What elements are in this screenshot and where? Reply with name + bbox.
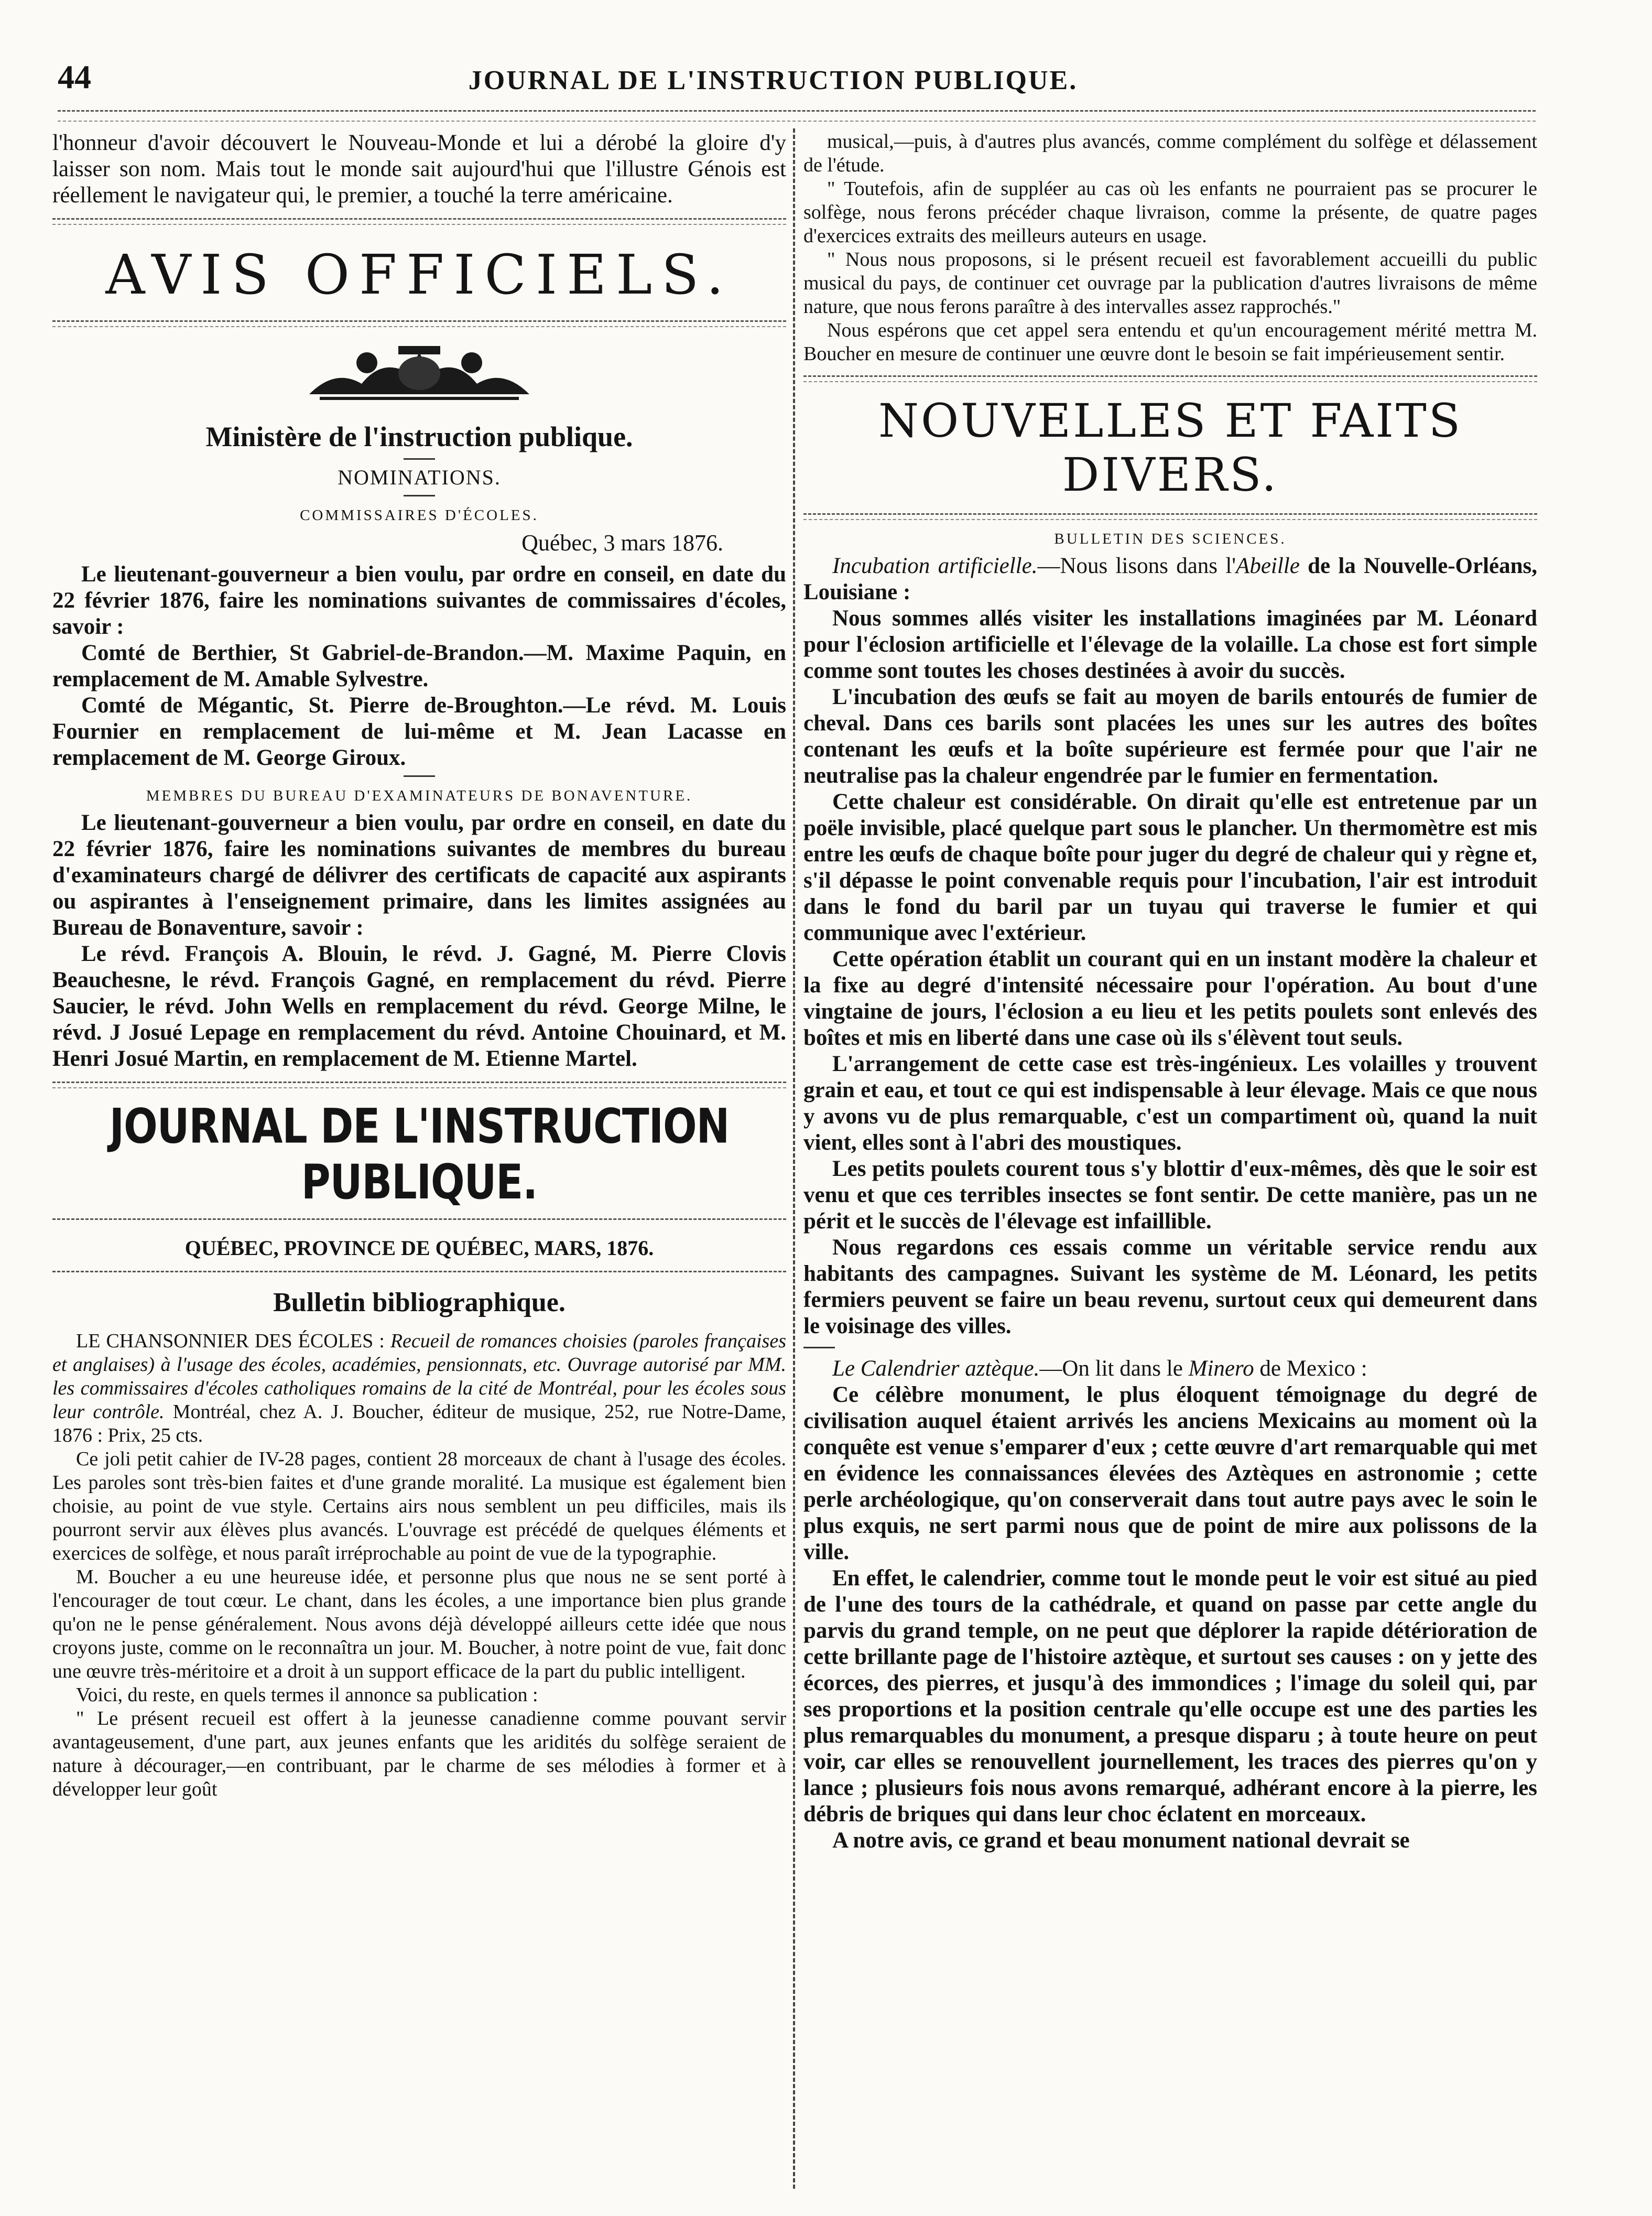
paragraph: L'arrangement de cette case est très-ingénieux. Les volailles y trouvent grain et eau, et tout ce qui est indispensable à leur élevage. Mais ce que nous y avons vu de plus remarquable, c'est un compartiment où, quand la nuit vient, elles sont à l'abri des moustiques. xyxy=(803,1052,1537,1155)
avis-officiels-title: AVIS OFFICIELS. xyxy=(105,243,733,307)
book-description: Recueil de romances choisies (paroles françaises et anglaises) à l'usage des écoles, académies, pensionnats, etc. Ouvrage autorisé par MM. les commissaires d'écoles catholiques romains de la cité de Montréal, pour les écoles sous leur contrôle. xyxy=(52,1330,786,1423)
book-title: LE CHANSONNIER DES ÉCOLES : xyxy=(76,1330,390,1352)
intro-text: —Nous lisons dans l' xyxy=(1037,554,1236,578)
paragraph: Comté de Berthier, St Gabriel-de-Brandon.—M. Maxime Paquin, en remplacement de M. Amable Sylvestre. xyxy=(52,641,786,691)
membres-heading: MEMBRES DU BUREAU D'EXAMINATEURS DE BONAVENTURE. xyxy=(146,787,693,804)
paragraph: Cette chaleur est considérable. On dirait qu'elle est entretenue par un poële invisible, placé quelque part sous le plancher. Un thermomètre est mis entre les œufs de chaque boîte pour juger du degré de chaleur qui y règne et, s'il dépasse le point convenable requis pour l'incubation, l'air est introduit dans le fond du baril par un tuyau qui traverse le fumier et qui communique avec l'extérieur. xyxy=(803,790,1537,945)
dateline: Québec, 3 mars 1876. xyxy=(521,530,723,556)
bulletin-bibliographique-title: Bulletin bibliographique. xyxy=(273,1288,566,1317)
intro-paragraph: l'honneur d'avoir découvert le Nouveau-Monde et lui a dérobé la gloire d'y laisser son nom. Mais tout le monde sait aujourd'hui que l'illustre Génois est réellement le navigateur qui, le premier, a touché la terre américaine. xyxy=(52,131,786,208)
header-rule-secondary xyxy=(58,121,1536,122)
ministry-heading: Ministère de l'instruction publique. xyxy=(205,421,633,452)
source-name: Minero xyxy=(1188,1356,1254,1381)
paragraph: En effet, le calendrier, comme tout le monde peut le voir est situé au pied de l'une des tours de la cathédrale, et quand on passe par cette angle du parvis du grand temple, on ne peut que déplorer la rapide détérioration de cette brillante page de l'histoire aztèque, et surtout ses causes : on y jette des écorces, des pierres, et jusqu'à des immondices ; l'image du soleil qui, par ses proportions et la position centrale qu'elle occupe est une des parties les plus remarquables du monument, a presque disparu ; à toute heure on peut voir, car elles se renouvellent journellement, les traces des pierres qu'on y lance ; plusieurs fois nous avons remarqué, adhérant encore à la pierre, les débris de briques qui dans leur choc éclatent en morceaux. xyxy=(803,1566,1537,1826)
incubation-body xyxy=(803,606,1537,1339)
article-label: Le Calendrier aztèque. xyxy=(832,1356,1040,1381)
section-rule xyxy=(52,1218,786,1220)
section-rule xyxy=(52,320,786,327)
paragraph: M. Boucher a eu une heureuse idée, et personne plus que nous ne se sent porté à l'encourager de tout cœur. Le chant, dans les écoles, a une importance bien plus grande qu'on ne le pense généralement. Nous avons déjà développé ailleurs cette idée que nous croyons juste, comme on le reconnaîtra un jour. M. Boucher, à notre point de vue, fait donc une œuvre très-méritoire et a droit à un support efficace de la part du public intelligent. xyxy=(52,1566,786,1682)
page-number: 44 xyxy=(58,58,91,95)
section-rule xyxy=(52,1271,786,1272)
right-column xyxy=(803,130,1537,1854)
short-rule xyxy=(404,458,435,460)
paragraph: A notre avis, ce grand et beau monument national devrait se xyxy=(832,1828,1410,1853)
nominations-text xyxy=(52,561,786,771)
short-rule xyxy=(803,1347,835,1348)
intro-text: de la Nouvelle-Orléans, Louisiane : xyxy=(803,554,1537,604)
paragraph: L'incubation des œufs se fait au moyen de barils entourés de fumier de cheval. Dans ces barils sont placées les unes sur les autres des boîtes contenant les œufs et la boîte supérieure est fermée pour que l'air ne neutralise pas la chaleur engendrée par le fumier en fermentation. xyxy=(803,685,1537,788)
page-header xyxy=(58,58,1488,105)
section-rule xyxy=(803,513,1537,520)
paragraph: Ce célèbre monument, le plus éloquent témoignage du degré de civilisation auquel étaient arrivés les anciens Mexicains au moment où la conquête est venue s'emparer d'eux ; cette œuvre d'art remarquable qui met en évidence les connaissances élevées des Aztèques en astronomie ; cette perle archéologique, qu'on conserverait dans tout autre pays avec le soin le plus exquis, ne sert parmi nous que de point de mire aux polissons de la ville. xyxy=(803,1382,1537,1564)
paragraph: " Toutefois, afin de suppléer au cas où les enfants ne pourraient pas se procurer le solfège, nous ferons précéder chaque livraison, comme la présente, de quatre pages d'exercices extraits des meilleurs auteurs en usage. xyxy=(803,178,1537,247)
paragraph: Nous regardons ces essais comme un véritable service rendu aux habitants des campagnes. Suivant les système de M. Léonard, les petits fermiers peuvent se faire un beau revenu, surtout ceux qui demeurent dans le voisinage des villes. xyxy=(803,1235,1537,1338)
commissaires-heading: COMMISSAIRES D'ÉCOLES. xyxy=(300,507,539,524)
source-name: Abeille xyxy=(1236,554,1300,578)
section-rule xyxy=(52,218,786,225)
paragraph: Le révd. François A. Blouin, le révd. J. Gagné, M. Pierre Clovis Beauchesne, le révd. François Gagné, en remplacement du révd. Pierre Saucier, le révd. John Wells en remplacement du révd. George Milne, le révd. J Josué Lepage en remplacement du révd. Antoine Chouinard, et M. Henri Josué Martin, en remplacement de M. Etienne Martel. xyxy=(52,942,786,1071)
calendrier-body xyxy=(803,1382,1537,1854)
paragraph: Voici, du reste, en quels termes il annonce sa publication : xyxy=(76,1684,538,1706)
intro-text: —On lit dans le xyxy=(1039,1356,1189,1381)
journal-masthead: JOURNAL DE L'INSTRUCTION PUBLIQUE. xyxy=(109,1098,730,1210)
bibliography-text xyxy=(52,1329,786,1801)
running-title: JOURNAL DE L'INSTRUCTION PUBLIQUE. xyxy=(468,66,1078,95)
short-rule xyxy=(404,775,435,777)
short-rule xyxy=(404,495,435,496)
paragraph: " Le présent recueil est offert à la jeunesse canadienne comme pouvant servir avantageusement, d'une part, aux jeunes enfants que les aridités du solfège seraient de nature à décourager,—en contribuant, par le charme de ses mélodies à former et à développer leur goût xyxy=(52,1707,786,1800)
paragraph: Comté de Mégantic, St. Pierre de-Broughton.—Le révd. M. Louis Fournier en remplacement de lui-même et M. Jean Lacasse en remplacement de M. George Giroux. xyxy=(52,693,786,770)
header-rule xyxy=(58,110,1536,112)
column-divider xyxy=(793,128,795,2189)
intro-text: de Mexico : xyxy=(1254,1356,1367,1381)
intro-block xyxy=(52,130,786,209)
bibliography-continued xyxy=(803,130,1537,366)
section-rule xyxy=(803,375,1537,382)
paragraph: Ce joli petit cahier de IV-28 pages, contient 28 morceaux de chant à l'usage des écoles. Les paroles sont très-bien faites et d'une grande moralité. La musique est également bien choisie, au point de vue style. Certains airs nous semblent un peu difficiles, mais ils pourront servir aux élèves plus avancés. L'ouvrage est précédé de quelques éléments et exercices de solfège, et nous paraît irréprochable au point de vue de la typographie. xyxy=(52,1448,786,1564)
nominations-heading: NOMINATIONS. xyxy=(338,466,501,489)
nouvelles-title: NOUVELLES ET FAITS DIVERS. xyxy=(878,394,1463,502)
article-label: Incubation artificielle. xyxy=(832,554,1038,578)
paragraph: Nous sommes allés visiter les installations imaginées par M. Léonard pour l'éclosion artificielle et l'élevage de la volaille. La chose est fort simple comme sont toutes les choses destinées à avoir du succès. xyxy=(803,606,1537,683)
bibliography-entry xyxy=(52,1329,786,1447)
paragraph: Le lieutenant-gouverneur a bien voulu, par ordre en conseil, en date du 22 février 1876, faire les nominations suivantes de commissaires d'écoles, savoir : xyxy=(52,562,786,639)
calendrier-article xyxy=(803,1356,1537,1854)
article-intro xyxy=(803,553,1537,606)
paragraph: musical,—puis, à d'autres plus avancés, comme complément du solfège et délassement de l'étude. xyxy=(803,131,1537,176)
paragraph: Cette opération établit un courant qui en un instant modère la chaleur et la fixe au degré d'intensité nécessaire pour l'opération. Au bout d'une vingtaine de jours, l'éclosion a eu lieu et les petits poulets sont enlevés des boîtes et mis en liberté dans une case où ils s'élèvent tout seuls. xyxy=(803,947,1537,1050)
paragraph: " Nous nous proposons, si le présent recueil est favorablement accueilli du public musical du pays, de continuer cet ouvrage par la publication d'autres livraisons de même nature, que nous ferons paraître à des intervalles assez rapprochés." xyxy=(803,248,1537,318)
paragraph: Les petits poulets courent tous s'y blottir d'eux-mêmes, dès que le soir est venu et que ces terribles insectes se font sentir. De cette manière, pas un ne périt et le succès de l'élevage est infaillible. xyxy=(803,1156,1537,1234)
article-intro xyxy=(803,1356,1537,1382)
quebec-dateline: QUÉBEC, PROVINCE DE QUÉBEC, MARS, 1876. xyxy=(184,1236,654,1260)
incubation-article xyxy=(803,553,1537,1339)
book-publisher: Montréal, chez A. J. Boucher, éditeur de musique, 252, rue Notre-Dame, 1876 : Prix, 25 cts. xyxy=(52,1401,786,1446)
membres-text xyxy=(52,810,786,1072)
paragraph: Le lieutenant-gouverneur a bien voulu, par ordre en conseil, en date du 22 février 1876, faire les nominations suivantes de membres du bureau d'examinateurs chargé de délivrer des certificats de capacité aux aspirants ou aspirantes à l'enseignement primaire, dans les limites assignées au Bureau de Bonaventure, savoir : xyxy=(52,810,786,940)
bulletin-sciences-heading: BULLETIN DES SCIENCES. xyxy=(1054,531,1287,547)
left-column xyxy=(52,130,786,1801)
section-rule xyxy=(52,1082,786,1088)
royal-arms-ornament-icon xyxy=(304,337,535,405)
paragraph: Nous espérons que cet appel sera entendu et qu'un encouragement mérité mettra M. Boucher en mesure de continuer une œuvre dont le besoin se fait impérieusement sentir. xyxy=(803,319,1537,365)
